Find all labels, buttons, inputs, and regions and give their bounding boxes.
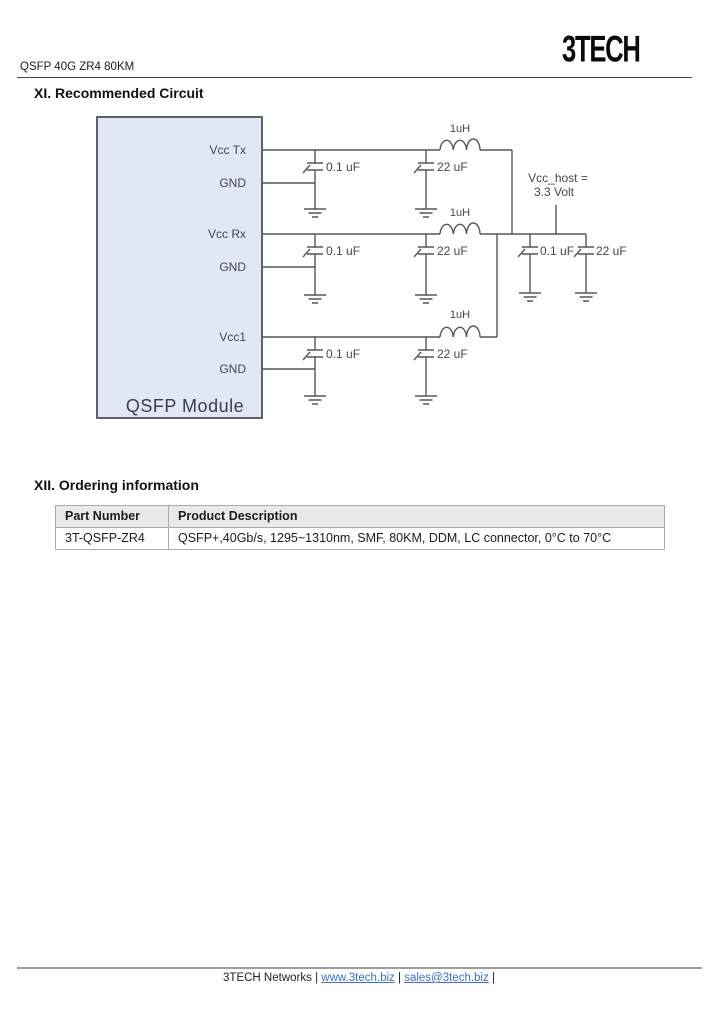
cap-label-row1-a: 0.1 uF xyxy=(326,160,361,174)
section-heading-ordering-information: XII. Ordering information xyxy=(34,477,199,493)
footer-separator-2: | xyxy=(397,972,401,984)
header-rule xyxy=(17,77,692,78)
cap-label-row1-b: 22 uF xyxy=(437,160,468,174)
pin-label-vcc1: Vcc1 xyxy=(219,330,246,344)
footer-website-link[interactable]: www.3tech.biz xyxy=(321,972,395,984)
footer-separator-3: | xyxy=(491,972,495,984)
table-header-row xyxy=(56,506,665,528)
document-code: QSFP 40G ZR4 80KM xyxy=(20,61,135,73)
footer xyxy=(0,972,718,984)
ordering-table xyxy=(55,505,665,550)
inductor-label-1: 1uH xyxy=(449,123,471,135)
cap-label-host-a: 0.1 uF xyxy=(540,244,575,258)
table-row xyxy=(56,528,665,550)
pin-label-vcc-tx: Vcc Tx xyxy=(209,143,246,157)
footer-company: 3TECH Networks xyxy=(223,972,312,984)
table-header-part-number: Part Number xyxy=(56,506,169,528)
inductor-label-2: 1uH xyxy=(449,207,471,219)
module-label: QSFP Module xyxy=(125,396,245,416)
pin-label-gnd-1: GND xyxy=(219,176,246,190)
table-header-product-description: Product Description xyxy=(169,506,665,528)
inductor-label-3: 1uH xyxy=(449,309,471,321)
cell-part-number: 3T-QSFP-ZR4 xyxy=(56,528,169,550)
section-heading-recommended-circuit: XI. Recommended Circuit xyxy=(34,85,204,101)
cap-label-host-b: 22 uF xyxy=(596,244,627,258)
pin-label-gnd-3: GND xyxy=(219,362,246,376)
footer-rule xyxy=(17,967,702,969)
vcc-host-label-line2: 3.3 Volt xyxy=(533,185,575,199)
footer-email-link[interactable]: sales@3tech.biz xyxy=(404,972,489,984)
cap-label-row2-b: 22 uF xyxy=(437,244,468,258)
pin-label-gnd-2: GND xyxy=(219,260,246,274)
company-logo: 3TECH xyxy=(562,29,640,71)
recommended-circuit-diagram xyxy=(90,110,650,440)
cap-label-row2-a: 0.1 uF xyxy=(326,244,361,258)
cap-label-row3-b: 22 uF xyxy=(437,347,468,361)
footer-separator-1: | xyxy=(315,972,319,984)
vcc-host-label-line1: Vcc_host = xyxy=(528,171,588,185)
cap-label-row3-a: 0.1 uF xyxy=(326,347,361,361)
pin-label-vcc-rx: Vcc Rx xyxy=(207,227,246,241)
cell-product-description: QSFP+,40Gb/s, 1295~1310nm, SMF, 80KM, DDM, LC connector, 0°C to 70°C xyxy=(169,528,665,550)
